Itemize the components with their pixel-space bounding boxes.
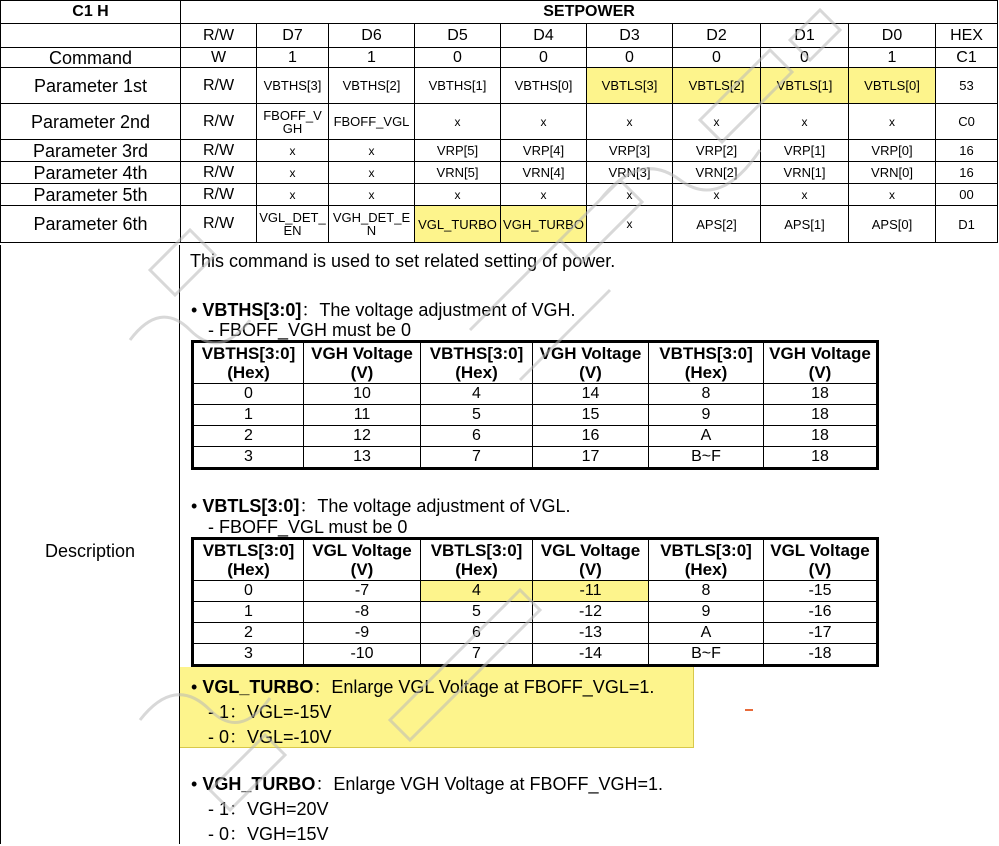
bit-cell: VRP[3] (587, 140, 673, 162)
table-cell: 9 (649, 602, 764, 623)
col-hex: HEX (936, 24, 998, 48)
vbths-note: - FBOFF_VGH must be 0 (208, 320, 412, 340)
col-rw: R/W (181, 24, 257, 48)
command-name: SETPOWER (181, 1, 998, 24)
bit-cell: x (257, 184, 329, 206)
param-5-row (1, 184, 998, 206)
table-cell: -10 (304, 644, 421, 666)
table-header-row (193, 342, 878, 384)
hex-cell: D1 (936, 206, 998, 243)
row-label: Parameter 2nd (1, 104, 181, 140)
rw-cell: R/W (181, 104, 257, 140)
bit-cell: x (673, 104, 761, 140)
bit-cell: VBTHS[0] (514, 78, 573, 93)
bit-cell: x (587, 184, 673, 206)
table-cell: 7 (421, 447, 533, 469)
table-cell: 16 (533, 426, 649, 447)
table-cell: 17 (533, 447, 649, 469)
bit-cell: APS[1] (761, 206, 849, 243)
col-d2: D2 (673, 24, 761, 48)
table-cell: -12 (533, 602, 649, 623)
table-row (193, 623, 878, 644)
bit-cell: x (257, 162, 329, 184)
bit-cell: VRP[4] (501, 140, 587, 162)
table-cell-highlighted: -11 (533, 581, 649, 602)
bit-cell: x (761, 184, 849, 206)
hex-cell: C1 (936, 48, 998, 68)
column-header-row (1, 24, 998, 48)
table-cell: 1 (193, 602, 304, 623)
vgh-turbo-option-1: - 1：VGH=20V (208, 799, 329, 819)
hex-cell: 16 (936, 162, 998, 184)
hex-cell: 16 (936, 140, 998, 162)
table-header: VGH Voltage (V) (764, 342, 878, 384)
row-label: Parameter 1st (1, 68, 181, 104)
table-row (193, 405, 878, 426)
table-cell: B~F (649, 644, 764, 666)
hex-cell: C0 (936, 104, 998, 140)
vbths-text: ：The voltage adjustment of VGH. (301, 300, 576, 320)
vbtls-text: ：The voltage adjustment of VGL. (299, 496, 571, 516)
bit-cell: VBTHS[1] (428, 78, 487, 93)
table-cell: B~F (649, 447, 764, 469)
vgh-turbo-heading (191, 770, 663, 796)
bit-cell: VRN[5] (415, 162, 501, 184)
rw-cell: R/W (181, 162, 257, 184)
table-cell: 12 (304, 426, 421, 447)
table-cell: A (649, 623, 764, 644)
rw-cell: R/W (181, 68, 257, 104)
vbtls-heading (191, 492, 571, 518)
hex-cell: 00 (936, 184, 998, 206)
bit-cell: x (415, 104, 501, 140)
bit-cell-highlighted: VBTLS[3] (587, 68, 673, 104)
param-4-row (1, 162, 998, 184)
bit-cell: 0 (501, 48, 587, 68)
table-cell: 7 (421, 644, 533, 666)
bit-cell: x (329, 184, 415, 206)
vbths-name: VBTHS[3:0] (202, 300, 302, 320)
vbths-heading (191, 296, 575, 322)
table-cell: 0 (193, 384, 304, 405)
col-d4: D4 (501, 24, 587, 48)
table-cell: 5 (421, 405, 533, 426)
bit-cell: VRP[0] (849, 140, 936, 162)
bit-cell: x (329, 140, 415, 162)
table-row (193, 384, 878, 405)
rw-cell: R/W (181, 206, 257, 243)
bit-cell-highlighted: VBTLS[0] (849, 68, 936, 104)
bit-cell: APS[0] (849, 206, 936, 243)
corner-cell (1, 24, 181, 48)
table-row (193, 644, 878, 666)
bullet: • (191, 300, 198, 320)
table-header: VBTLS[3:0] (Hex) (193, 539, 304, 581)
col-d7: D7 (257, 24, 329, 48)
bit-cell: x (849, 104, 936, 140)
table-row (193, 581, 878, 602)
col-d6: D6 (329, 24, 415, 48)
bit-cell: VGH_DET_EN (332, 210, 411, 238)
vgh-voltage-table (191, 340, 879, 470)
vgh-turbo-text: ：Enlarge VGH Voltage at FBOFF_VGH=1. (315, 774, 663, 794)
table-cell: -13 (533, 623, 649, 644)
command-code: C1 H (1, 1, 181, 24)
table-cell: 11 (304, 405, 421, 426)
bit-cell: VRN[4] (501, 162, 587, 184)
table-cell: -16 (764, 602, 878, 623)
bit-cell: x (673, 184, 761, 206)
row-label: Parameter 5th (1, 184, 181, 206)
table-cell: 3 (193, 644, 304, 666)
table-cell: -9 (304, 623, 421, 644)
col-d5: D5 (415, 24, 501, 48)
bit-cell: x (501, 104, 587, 140)
table-header: VBTHS[3:0] (Hex) (421, 342, 533, 384)
table-header: VBTLS[3:0] (Hex) (421, 539, 533, 581)
bit-cell: 1 (257, 48, 329, 68)
table-header: VGL Voltage (V) (533, 539, 649, 581)
table-cell: 18 (764, 384, 878, 405)
vgl-turbo-option-1: - 1：VGL=-15V (208, 702, 332, 722)
bit-cell: 0 (673, 48, 761, 68)
vgl-voltage-table (191, 537, 879, 667)
bit-cell: VRP[1] (761, 140, 849, 162)
table-cell: 18 (764, 405, 878, 426)
table-header: VGH Voltage (V) (533, 342, 649, 384)
table-cell: 8 (649, 384, 764, 405)
table-cell: 14 (533, 384, 649, 405)
table-cell: 3 (193, 447, 304, 469)
bit-cell: x (587, 206, 673, 243)
bullet: • (191, 677, 198, 697)
table-cell: 18 (764, 426, 878, 447)
table-header: VGH Voltage (V) (304, 342, 421, 384)
hex-cell: 53 (936, 68, 998, 104)
table-cell: 9 (649, 405, 764, 426)
bit-cell: x (415, 184, 501, 206)
vgl-turbo-name: VGL_TURBO (202, 677, 314, 697)
table-cell: 0 (193, 581, 304, 602)
col-d3: D3 (587, 24, 673, 48)
bit-cell: VBTHS[2] (342, 78, 401, 93)
description-label: Description (44, 541, 136, 561)
rw-cell: R/W (181, 140, 257, 162)
bit-cell: FBOFF_VGL (333, 114, 410, 129)
table-header: VGL Voltage (V) (764, 539, 878, 581)
vbtls-note: - FBOFF_VGL must be 0 (208, 517, 408, 537)
table-cell: 2 (193, 623, 304, 644)
table-cell: 6 (421, 623, 533, 644)
bit-cell-highlighted: VBTLS[1] (761, 68, 849, 104)
table-header: VBTHS[3:0] (Hex) (193, 342, 304, 384)
bit-cell: VRN[1] (761, 162, 849, 184)
table-cell: 2 (193, 426, 304, 447)
table-cell: 6 (421, 426, 533, 447)
bit-cell: VRP[2] (673, 140, 761, 162)
stray-mark (745, 709, 753, 711)
register-table (0, 0, 998, 243)
bit-cell: VRN[2] (673, 162, 761, 184)
vgl-turbo-text: ：Enlarge VGL Voltage at FBOFF_VGL=1. (313, 677, 655, 697)
table-header-row (193, 539, 878, 581)
table-cell: 5 (421, 602, 533, 623)
bit-cell-highlighted: VGL_TURBO (418, 216, 497, 232)
table-cell: -14 (533, 644, 649, 666)
bit-cell: APS[2] (673, 206, 761, 243)
bit-cell-highlighted: VBTLS[2] (673, 68, 761, 104)
table-cell: 15 (533, 405, 649, 426)
bit-cell: VRN[3] (587, 162, 673, 184)
rw-cell: R/W (181, 184, 257, 206)
bit-cell: 1 (849, 48, 936, 68)
table-cell: -8 (304, 602, 421, 623)
command-row (1, 48, 998, 68)
table-cell: 8 (649, 581, 764, 602)
table-cell: -18 (764, 644, 878, 666)
table-row (193, 426, 878, 447)
table-header: VBTHS[3:0] (Hex) (649, 342, 764, 384)
col-d1: D1 (761, 24, 849, 48)
table-cell: 13 (304, 447, 421, 469)
bit-cell: x (257, 140, 329, 162)
bit-cell: FBOFF_VGH (263, 107, 322, 136)
rw-cell: W (181, 48, 257, 68)
vbtls-name: VBTLS[3:0] (202, 496, 300, 516)
bit-cell: VRP[5] (415, 140, 501, 162)
table-cell: -7 (304, 581, 421, 602)
row-label: Parameter 4th (1, 162, 181, 184)
bit-cell: 0 (415, 48, 501, 68)
header-row (1, 1, 998, 24)
bullet: • (191, 774, 198, 794)
col-d0: D0 (849, 24, 936, 48)
bit-cell: 0 (761, 48, 849, 68)
bit-cell: 0 (587, 48, 673, 68)
table-cell: A (649, 426, 764, 447)
bit-cell: VBTHS[3] (263, 78, 322, 93)
vgl-turbo-option-0: - 0：VGL=-10V (208, 727, 332, 747)
param-6-row (1, 206, 998, 243)
table-cell: 1 (193, 405, 304, 426)
table-header: VBTLS[3:0] (Hex) (649, 539, 764, 581)
bit-cell: x (501, 184, 587, 206)
table-cell: -15 (764, 581, 878, 602)
bullet: • (191, 496, 198, 516)
table-row (193, 602, 878, 623)
vgl-turbo-heading (191, 673, 654, 699)
vgh-turbo-name: VGH_TURBO (202, 774, 316, 794)
table-cell: 10 (304, 384, 421, 405)
table-cell: -17 (764, 623, 878, 644)
bit-cell: x (329, 162, 415, 184)
bit-cell: x (587, 104, 673, 140)
param-1-row (1, 68, 998, 104)
bit-cell: VGL_DET_EN (259, 210, 326, 238)
bit-cell: x (849, 184, 936, 206)
table-cell: 18 (764, 447, 878, 469)
row-label: Parameter 3rd (1, 140, 181, 162)
table-row (193, 447, 878, 469)
table-header: VGL Voltage (V) (304, 539, 421, 581)
table-cell-highlighted: 4 (421, 581, 533, 602)
bit-cell: x (761, 104, 849, 140)
param-3-row (1, 140, 998, 162)
param-2-row (1, 104, 998, 140)
bit-cell-highlighted: VGH_TURBO (503, 216, 584, 232)
table-cell: 4 (421, 384, 533, 405)
description-intro: This command is used to set related setting of power. (190, 251, 616, 271)
bit-cell: 1 (329, 48, 415, 68)
row-label: Command (1, 48, 181, 68)
vgh-turbo-option-0: - 0：VGH=15V (208, 824, 329, 844)
bit-cell: VRN[0] (849, 162, 936, 184)
row-label: Parameter 6th (1, 206, 181, 243)
